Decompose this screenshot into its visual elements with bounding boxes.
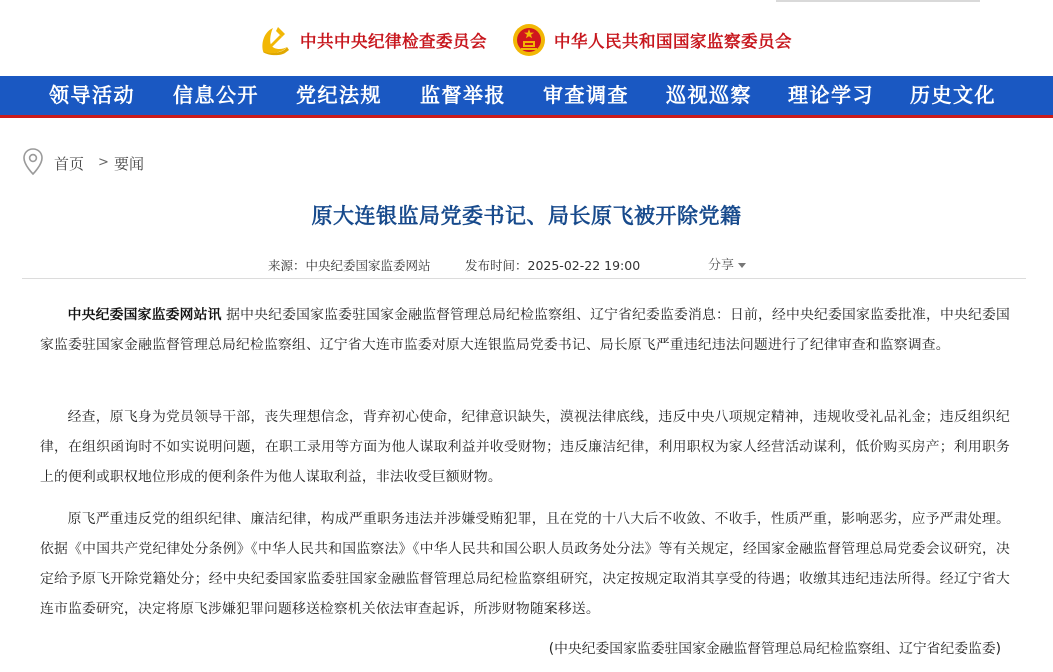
- nav-item-disclosure[interactable]: 信息公开: [173, 83, 259, 107]
- article-publish-time: 发布时间：2025-02-22 19:00: [465, 258, 641, 273]
- article-paragraph-1-text: 据中央纪委国家监委驻国家金融监督管理总局纪检监察组、辽宁省纪委监委消息：日前，经中央纪委国家监委批准，中央纪委国家监委驻国家金融监督管理总局纪检监察组、辽宁省大连市监委对原大连银监局党委书记、局长原飞严重违纪违法问题进行了纪律审查和监察调查。: [40, 307, 1010, 353]
- article-paragraph-2: 经查，原飞身为党员领导干部，丧失理想信念，背弃初心使命，纪律意识缺失，漠视法律底线，违反中央八项规定精神，违规收受礼品礼金；违反组织纪律，在组织函询时不如实说明问题，在职工录用等方面为他人谋取利益并收受财物；违反廉洁纪律，利用职权为家人经营活动谋利，低价购买房产；利用职务上的便利或职权地位形成的便利条件为他人谋取利益，非法收受巨额财物。: [40, 409, 1010, 485]
- search-box-edge[interactable]: [776, 0, 980, 2]
- nav-item-inspection[interactable]: 巡视巡察: [666, 83, 752, 107]
- article-paragraph-1: [40, 300, 1010, 360]
- nav-item-regulations[interactable]: 党纪法规: [296, 83, 382, 107]
- article-title: 原大连银监局党委书记、局长原飞被开除党籍: [311, 204, 742, 228]
- nav-item-report[interactable]: 监督举报: [420, 83, 506, 107]
- share-button[interactable]: [708, 254, 746, 273]
- article-lead: 中央纪委国家监委网站讯: [67, 307, 222, 323]
- nsc-name: 中华人民共和国国家监察委员会: [554, 32, 792, 51]
- breadcrumb-current[interactable]: 要闻: [114, 155, 145, 173]
- nav-item-investigation[interactable]: 审查调查: [543, 83, 629, 107]
- location-pin-icon: [22, 147, 44, 177]
- chevron-down-icon: [738, 263, 746, 268]
- nsc-logo-link[interactable]: [512, 22, 792, 58]
- ccdi-logo-link[interactable]: [258, 22, 487, 58]
- article-paragraph-3: 原飞严重违反党的组织纪律、廉洁纪律，构成严重职务违法并涉嫌受贿犯罪，且在党的十八大后不收敛、不收手，性质严重，影响恶劣，应予严肃处理。依据《中国共产党纪律处分条例》《中华人民共和国监察法》《中华人民共和国公职人员政务处分法》等有关规定，经国家金融监督管理总局党委会议研究，决定给予原飞开除党籍处分；经中央纪委国家监委驻国家金融监督管理总局纪检监察组研究，决定按规定取消其享受的待遇；收缴其违纪违法所得。经辽宁省大连市监委研究，决定将原飞涉嫌犯罪问题移送检察机关依法审查起诉，所涉财物随案移送。: [40, 511, 1010, 617]
- breadcrumb-separator: >: [98, 155, 109, 170]
- article-source: 来源：中央纪委国家监委网站: [268, 258, 431, 273]
- site-header: [0, 0, 1053, 76]
- share-label: 分享: [708, 258, 735, 273]
- nav-item-history[interactable]: 历史文化: [910, 83, 996, 107]
- breadcrumb-home[interactable]: 首页: [54, 155, 85, 173]
- main-nav: [0, 76, 1053, 118]
- nav-item-leadership[interactable]: 领导活动: [49, 83, 135, 107]
- party-emblem-icon: [258, 23, 292, 57]
- meta-divider: [22, 278, 1026, 279]
- article-footnote: (中央纪委国家监委驻国家金融监督管理总局纪检监察组、辽宁省纪委监委): [548, 641, 1001, 657]
- nav-item-theory[interactable]: 理论学习: [788, 83, 874, 107]
- ccdi-name: 中共中央纪律检查委员会: [300, 32, 487, 51]
- national-emblem-icon: [512, 23, 546, 57]
